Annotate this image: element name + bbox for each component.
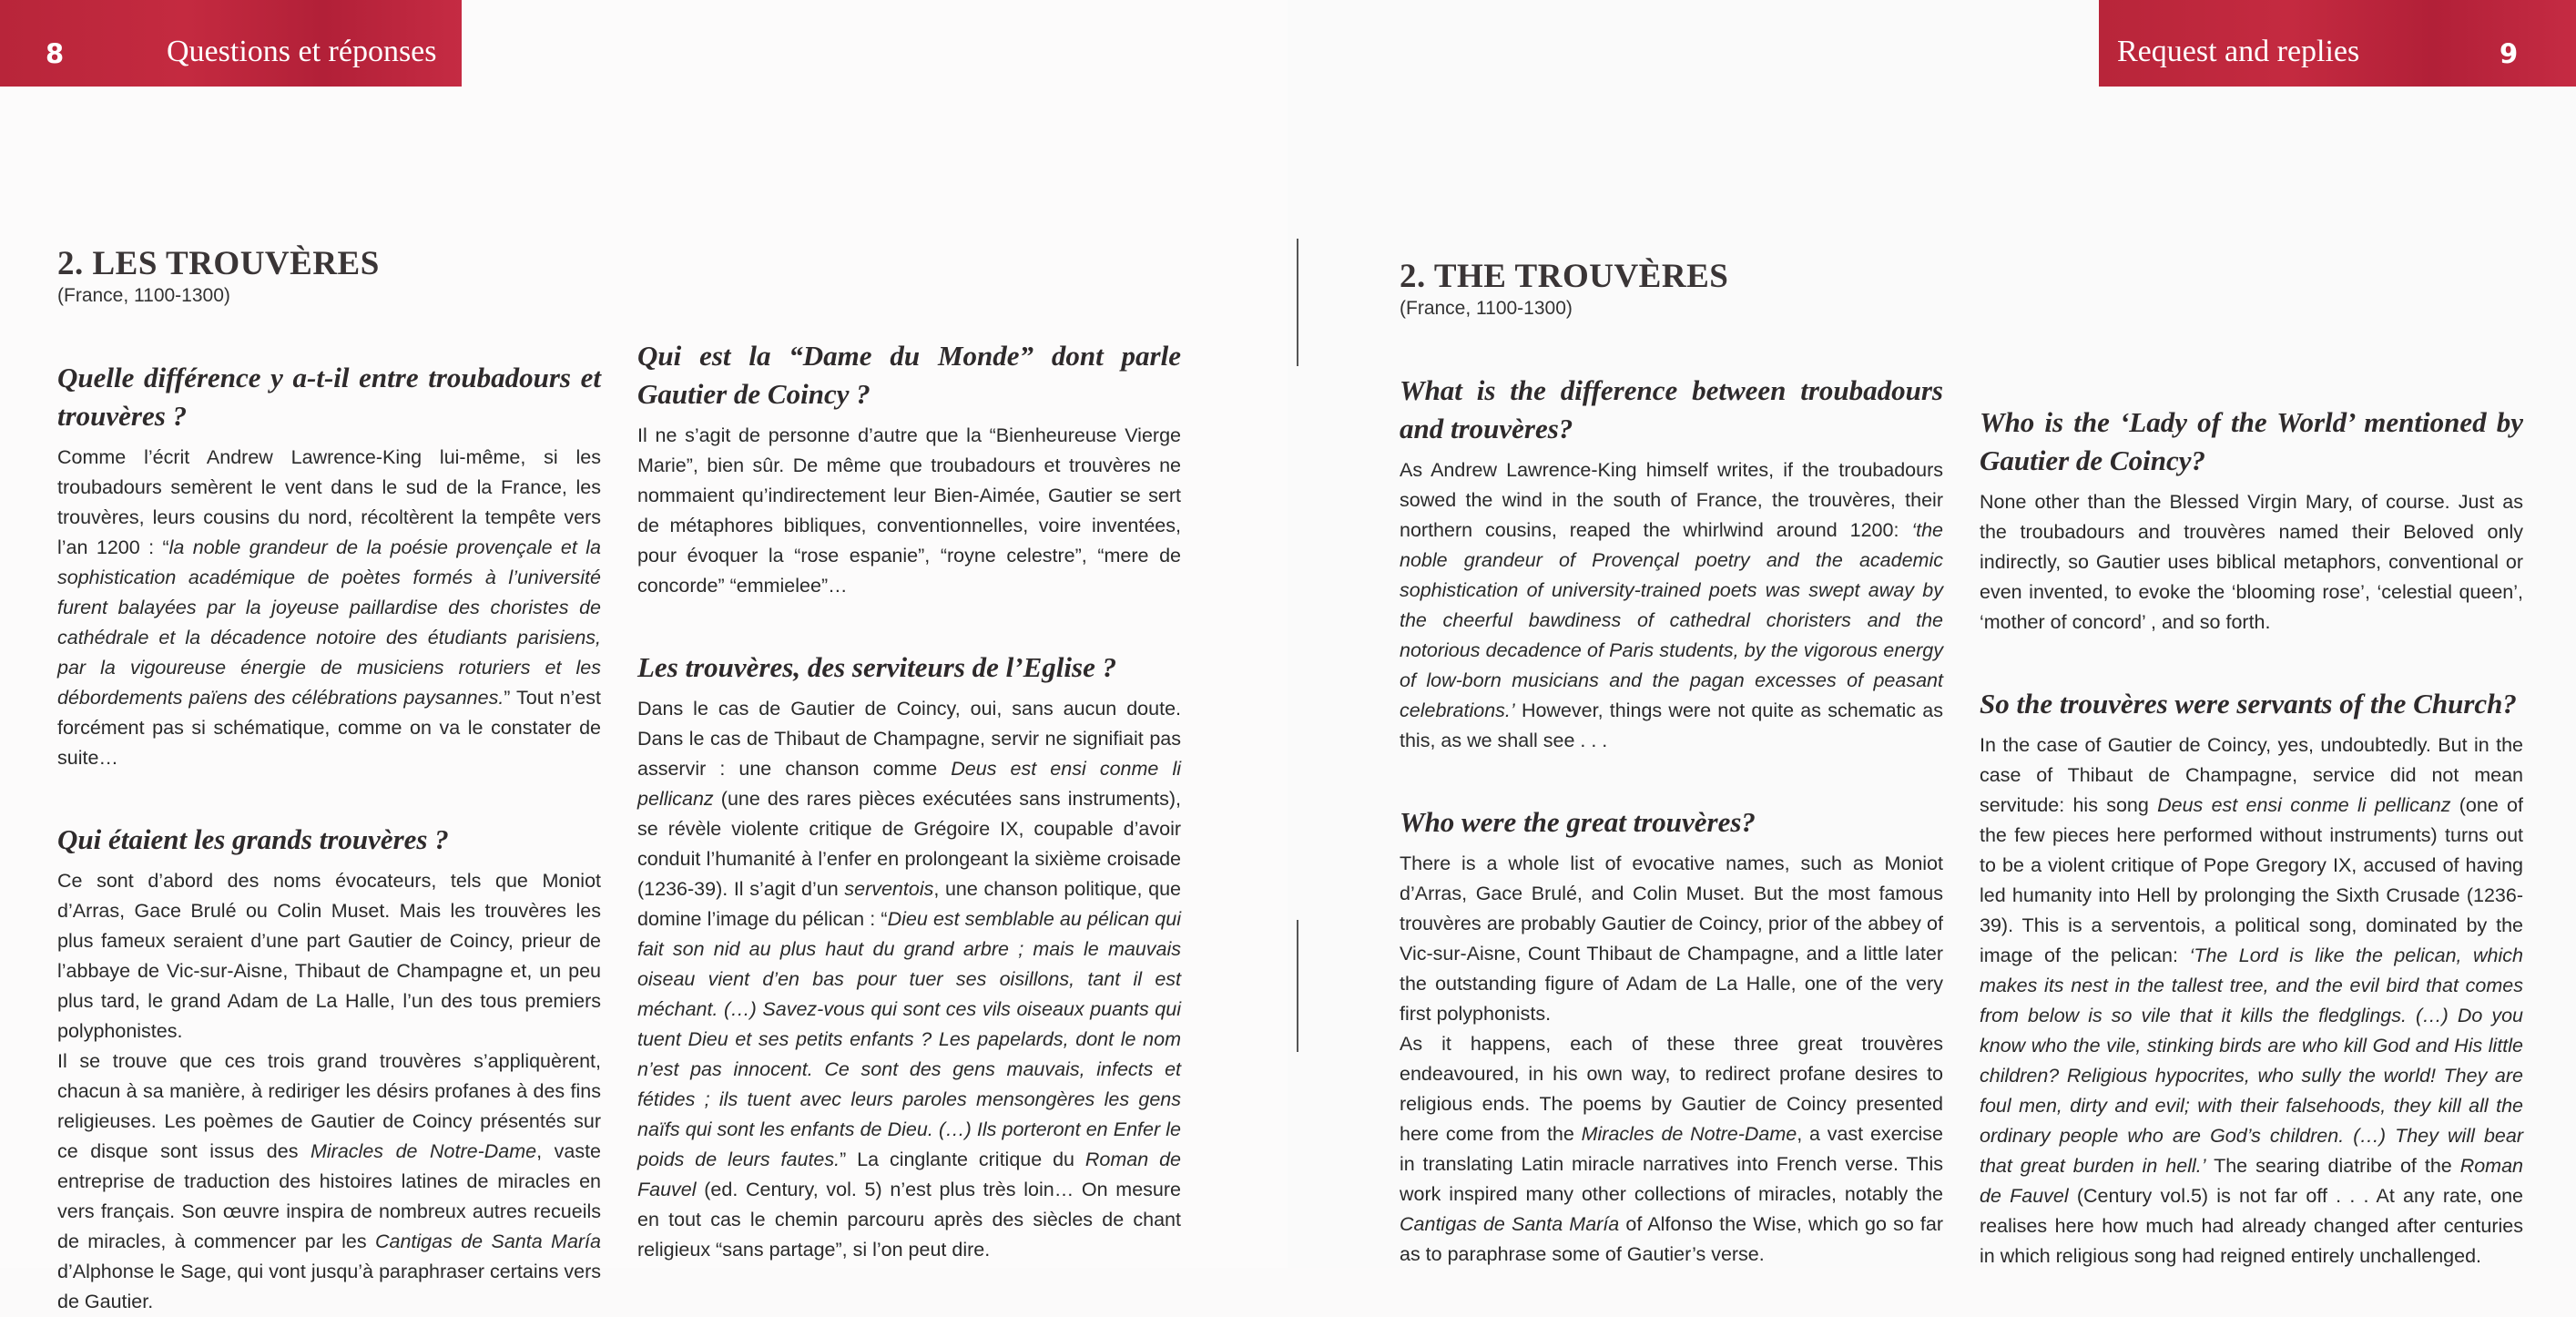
section-heading: 2. LES TROUVÈRES xyxy=(57,245,380,282)
text-run: , vaste entreprise de traduction des histoires latines de miracles en vers français. Son œuvre inspira de nombreux autres recueils de miracles, à commencer par les xyxy=(57,1140,602,1252)
text-run: , a vast exercise in translating Latin miracle narratives into French verse. This work inspired many other collections of miracles, notably the xyxy=(1400,1123,1944,1205)
body-paragraph xyxy=(637,694,1181,1265)
text-run: d’Alphonse le Sage, qui vont jusqu’à paraphraser certains vers de Gautier. xyxy=(57,1261,601,1312)
text-run: (une des rares pièces exécutées sans instruments), se révèle violente critique de Grégoire IX, coupable d’avoir conduit l’humanité à l’enfer en prolongeant la sixième croisade (1236-39). Il s’agit d’un xyxy=(637,788,1181,900)
text-run: (one of the few pieces here performed without instruments) turns out to be a violent critique of Pope Gregory IX, accused of having led humanity into Hell by prolonging the Sixth Crusade (1236-39). This is a serventois, a political song, dominated by the image of the pelican: xyxy=(1980,794,2523,966)
italic-text: Deus est ensi conme li pellicanz xyxy=(2157,794,2451,816)
question-heading: So the trouvères were servants of the Church? xyxy=(1980,688,2517,720)
page-header-left xyxy=(0,0,462,87)
body-paragraph xyxy=(1400,849,1943,1029)
italic-text: Cantigas de Santa María xyxy=(374,1230,601,1252)
section-subtitle: (France, 1100-1300) xyxy=(57,285,230,306)
italic-text: serventois xyxy=(844,878,934,900)
italic-text: Dieu est semblable au pélican qui fait son nid au plus haut du grand arbre ; mais le mauvais oiseau vient d’en bas pour tuer ses oisillons, tant il est méchant. (…) Savez-vous qui sont ces vils oiseaux puants qui tuent Dieu et ses petits enfants ? Les papelards, dont le nom n’est pas innocent. Ce sont des gens mauvais, infects et fétides ; ils tuent avec leurs paroles mensongères les gens naïfs qui sont les enfants de Dieu. (…) Ils porteront en Enfer le poids de leurs fautes. xyxy=(637,908,1181,1170)
question-heading: Who is the ‘Lady of the World’ mentioned by Gautier de Coincy? xyxy=(1980,406,2523,476)
page-number: 9 xyxy=(2500,38,2519,69)
body-paragraph xyxy=(1400,455,1943,756)
text-run: As it happens, each of these three great trouvères endeavoured, in his own way, to redirect profane desires to religious ends. The poems by Gautier de Coincy presented here come from the xyxy=(1400,1033,1943,1145)
text-run: of Alfonso the Wise, which go so far as to paraphrase some of Gautier’s verse. xyxy=(1400,1213,1944,1265)
body-paragraph xyxy=(1400,1029,1943,1270)
text-run: In the case of Gautier de Coincy, yes, undoubtedly. But in the case of Thibaut de Champagne, service did not mean servitude: his song xyxy=(1980,734,2523,816)
page-header-right xyxy=(2099,0,2576,87)
page-number: 8 xyxy=(46,38,65,69)
italic-text: ‘The Lord is like the pelican, which makes its nest in the tallest tree, and the evil bird that comes from below is so vile that it kills the fledglings. (…) Do you know who the vile, stinking birds are who kill God and His little children? Religious hypocrites, who sully the world! They are foul men, dirty and evil; with their falsehoods, they kill all the ordinary people who are God’s children. (…) They will bear that great burden in hell.’ xyxy=(1980,944,2523,1177)
staple-mark xyxy=(1297,239,1298,366)
italic-text: Cantigas de Santa María xyxy=(1400,1213,1620,1235)
section-heading: 2. THE TROUVÈRES xyxy=(1400,258,1729,295)
text-run: Il ne s’agit de personne d’autre que la “Bienheureuse Vierge Marie”, bien sûr. De même que troubadours et trouvères ne nommaient qu’indirectement leur Bien-Aimée, Gautier se sert de métaphores bibliques, conventionnelles, voire inventées, pour évoquer la “rose espanie”, “royne celestre”, “mere de concorde” “emmielee”… xyxy=(637,424,1181,597)
text-run: The searing diatribe of the xyxy=(2205,1155,2460,1177)
column-english-1 xyxy=(1400,257,1943,1270)
question-heading: Qui est la “Dame du Monde” dont parle Gautier de Coincy ? xyxy=(637,340,1181,410)
italic-text: Miracles de Notre-Dame xyxy=(311,1140,537,1162)
body-paragraph xyxy=(637,421,1181,601)
italic-text: Deus est ensi conme li pellicanz xyxy=(637,758,1181,810)
column-french-1 xyxy=(57,244,601,1317)
section-subtitle: (France, 1100-1300) xyxy=(1400,298,1573,319)
body-paragraph xyxy=(1980,487,2523,638)
question-heading: What is the difference between troubadours and trouvères? xyxy=(1400,374,1943,444)
body-paragraph xyxy=(1980,730,2523,1271)
question-heading: Who were the great trouvères? xyxy=(1400,806,1756,838)
italic-text: Roman de Fauvel xyxy=(1980,1155,2523,1207)
text-run: (ed. Century, vol. 5) n’est plus très loin… On mesure en tout cas le chemin parcouru après des siècles de chant religieux “sans partage”, si l’on peut dire. xyxy=(637,1179,1181,1261)
body-paragraph xyxy=(57,866,601,1046)
question-heading: Les trouvères, des serviteurs de l’Eglise ? xyxy=(637,651,1117,683)
italic-text: Roman de Fauvel xyxy=(637,1149,1181,1200)
text-run: (Century vol.5) is not far off . . . At any rate, one realises here how much had already changed after centuries in which religious song had reigned entirely unchallenged. xyxy=(1980,1185,2523,1267)
italic-text: Miracles de Notre-Dame xyxy=(1581,1123,1797,1145)
text-run: Ce sont d’abord des noms évocateurs, tels que Moniot d’Arras, Gace Brulé ou Colin Muset. Mais les trouvères les plus fameux seraient d’une part Gautier de Coincy, prieur de l’abbaye de Vic-sur-Aisne, Thibaut de Champagne et, un peu plus tard, le grand Adam de La Halle, l’un des tous premiers polyphonistes. xyxy=(57,870,601,1042)
text-run: As Andrew Lawrence-King himself writes, if the troubadours sowed the wind in the south of France, the trouvères, their northern cousins, reaped the whirlwind around 1200: xyxy=(1400,459,1943,541)
text-run: Comme l’écrit Andrew Lawrence-King lui-même, si les troubadours semèrent le vent dans le sud de la France, les trouvères, leurs cousins du nord, récoltèrent la tempête vers l’an 1200 : “ xyxy=(57,446,601,558)
italic-text: ‘the noble grandeur of Provençal poetry and the academic sophistication of university-trained poets was swept away by the cheerful bawdiness of cathedral choristers and the notorious decadence of Paris students, by the vigorous energy of low-born musicians and the pagan excesses of peasant celebrations.’ xyxy=(1400,519,1943,721)
text-run: , une chanson politique, que domine l’image du pélican : “ xyxy=(637,878,1181,930)
text-run: ” La cinglante critique du xyxy=(840,1149,1085,1170)
question-heading: Quelle différence y a-t-il entre troubadours et trouvères ? xyxy=(57,362,601,432)
question-heading: Qui étaient les grands trouvères ? xyxy=(57,823,449,855)
italic-text: la noble grandeur de la poésie provençale et la sophistication académique de poètes formés à l’université furent balayées par la joyeuse paillardise des choristes de cathédrale et la décadence notoire des étudiants parisiens, par la vigoureuse énergie de musiciens roturiers et les débordements païens des célébrations paysannes. xyxy=(57,536,601,709)
staple-mark xyxy=(1297,920,1298,1052)
text-run: Dans le cas de Gautier de Coincy, oui, sans aucun doute. Dans le cas de Thibaut de Champagne, servir ne signifiait pas asservir : une chanson comme xyxy=(637,698,1181,780)
section-title: Questions et réponses xyxy=(167,35,437,68)
column-english-2 xyxy=(1980,403,2523,1271)
text-run: ” Tout n’est forcément pas si schématique, comme on va le constater de suite… xyxy=(57,687,601,769)
text-run: There is a whole list of evocative names, such as Moniot d’Arras, Gace Brulé, and Colin Muset. But the most famous trouvères are probably Gautier de Coincy, prior of the abbey of Vic-sur-Aisne, Count Thibaut de Champagne, and a little later the outstanding figure of Adam de La Halle, one of the very first polyphonists. xyxy=(1400,852,1943,1025)
text-run: None other than the Blessed Virgin Mary, of course. Just as the troubadours and trouvères named their Beloved only indirectly, so Gautier uses biblical metaphors, conventional or even invented, to evoke the ‘blooming rose’, ‘celestial queen’, ‘mother of concord’ , and so forth. xyxy=(1980,491,2523,633)
body-paragraph xyxy=(57,443,601,773)
section-title: Request and replies xyxy=(2117,35,2360,68)
body-paragraph xyxy=(57,1046,601,1317)
text-run: Il se trouve que ces trois grand trouvères s’appliquèrent, chacun à sa manière, à rediriger les désirs profanes à des fins religieuses. Les poèmes de Gautier de Coincy présentés sur ce disque sont issus des xyxy=(57,1050,601,1162)
text-run: However, things were not quite as schematic as this, as we shall see . . . xyxy=(1400,699,1943,751)
column-french-2 xyxy=(637,337,1181,1265)
